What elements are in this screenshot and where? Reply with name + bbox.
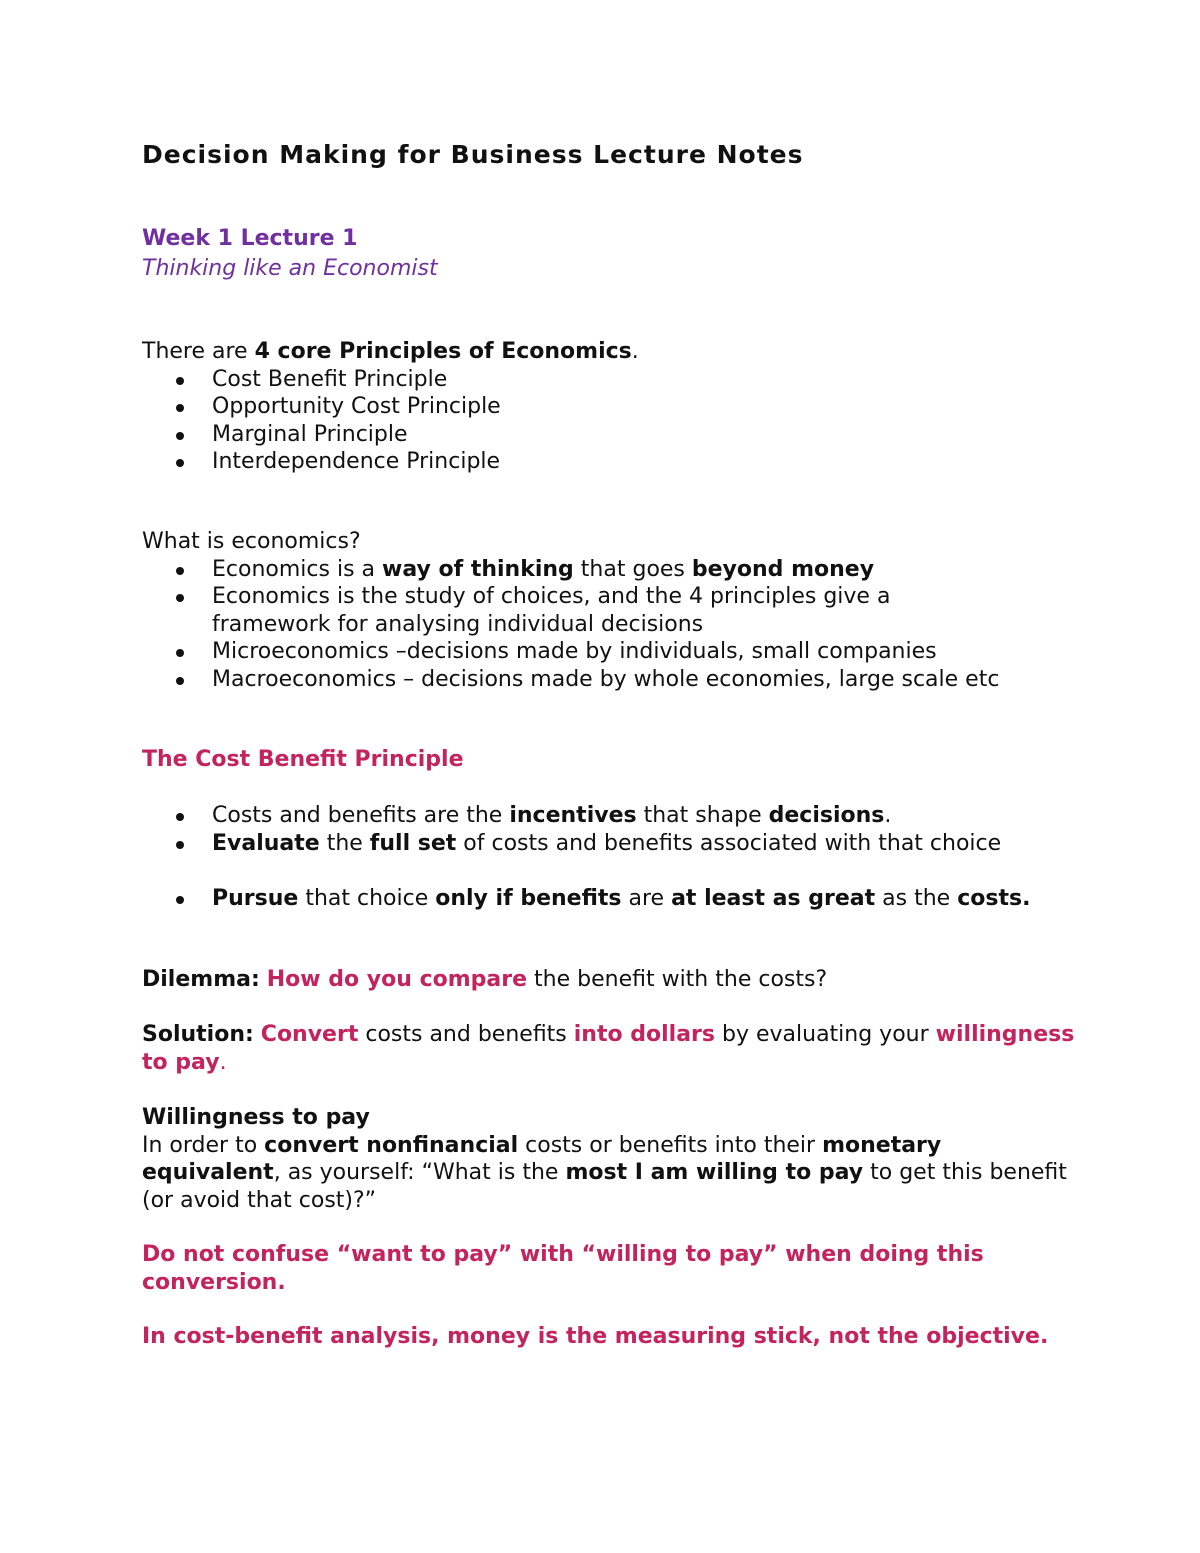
dilemma-paragraph: Dilemma: How do you compare the benefit with the costs? bbox=[142, 967, 828, 992]
list-item: Interdependence Principle bbox=[142, 448, 1082, 476]
bullet-icon bbox=[176, 677, 184, 685]
cost-benefit-heading: The Cost Benefit Principle bbox=[142, 747, 464, 772]
cost-benefit-list-2 bbox=[142, 885, 1082, 913]
wtp-section bbox=[142, 1104, 1082, 1214]
list-item: Pursue that choice only if benefits are at least as great as the costs. bbox=[142, 885, 1082, 913]
bullet-icon bbox=[176, 377, 184, 385]
wtp-paragraph: In order to convert nonfinancial costs or benefits into their monetary equivalent, as yourself: “What is the most I am willing to pay to get this benefit (or avoid that cost)?” bbox=[142, 1132, 1067, 1213]
solution-label: Solution: bbox=[142, 1022, 254, 1047]
lecture-subtitle: Thinking like an Economist bbox=[142, 256, 438, 281]
economics-section bbox=[142, 528, 1082, 693]
solution-paragraph: Solution: Convert costs and benefits into dollars by evaluating your willingness to pay. bbox=[142, 1022, 1075, 1075]
bullet-icon bbox=[176, 649, 184, 657]
list-item: Cost Benefit Principle bbox=[142, 366, 1082, 394]
bullet-icon bbox=[176, 896, 184, 904]
list-item: Macroeconomics – decisions made by whole economies, large scale etc bbox=[142, 666, 1082, 694]
list-item: Marginal Principle bbox=[142, 421, 1082, 449]
bullet-icon bbox=[176, 404, 184, 412]
list-item: Microeconomics –decisions made by individuals, small companies bbox=[142, 638, 1082, 666]
principles-intro: There are 4 core Principles of Economics. bbox=[142, 339, 639, 364]
week-heading: Week 1 Lecture 1 bbox=[142, 226, 358, 251]
cost-benefit-list bbox=[142, 802, 1082, 857]
bullet-icon bbox=[176, 813, 184, 821]
list-item: Economics is a way of thinking that goes beyond money bbox=[142, 556, 1082, 584]
principles-list bbox=[142, 366, 1082, 476]
dilemma-label: Dilemma: bbox=[142, 967, 260, 992]
list-item: Opportunity Cost Principle bbox=[142, 393, 1082, 421]
economics-list bbox=[142, 556, 1082, 694]
principles-section bbox=[142, 338, 1082, 476]
bullet-icon bbox=[176, 594, 184, 602]
bullet-icon bbox=[176, 459, 184, 467]
document-title: Decision Making for Business Lecture Notes bbox=[142, 140, 804, 169]
list-item: Costs and benefits are the incentives that shape decisions. bbox=[142, 802, 1082, 830]
bullet-icon bbox=[176, 841, 184, 849]
list-item: Evaluate the full set of costs and benefits associated with that choice bbox=[142, 830, 1082, 858]
cost-benefit-section bbox=[142, 802, 1082, 912]
list-item: Economics is the study of choices, and the 4 principles give a framework for analysing individual decisions bbox=[142, 583, 1082, 638]
note-measuring-stick: In cost-benefit analysis, money is the measuring stick, not the objective. bbox=[142, 1324, 1049, 1349]
note-want-vs-willing: Do not confuse “want to pay” with “willing to pay” when doing this conversion. bbox=[142, 1242, 984, 1295]
economics-question: What is economics? bbox=[142, 529, 361, 554]
wtp-heading: Willingness to pay bbox=[142, 1105, 370, 1130]
bullet-icon bbox=[176, 432, 184, 440]
bullet-icon bbox=[176, 567, 184, 575]
